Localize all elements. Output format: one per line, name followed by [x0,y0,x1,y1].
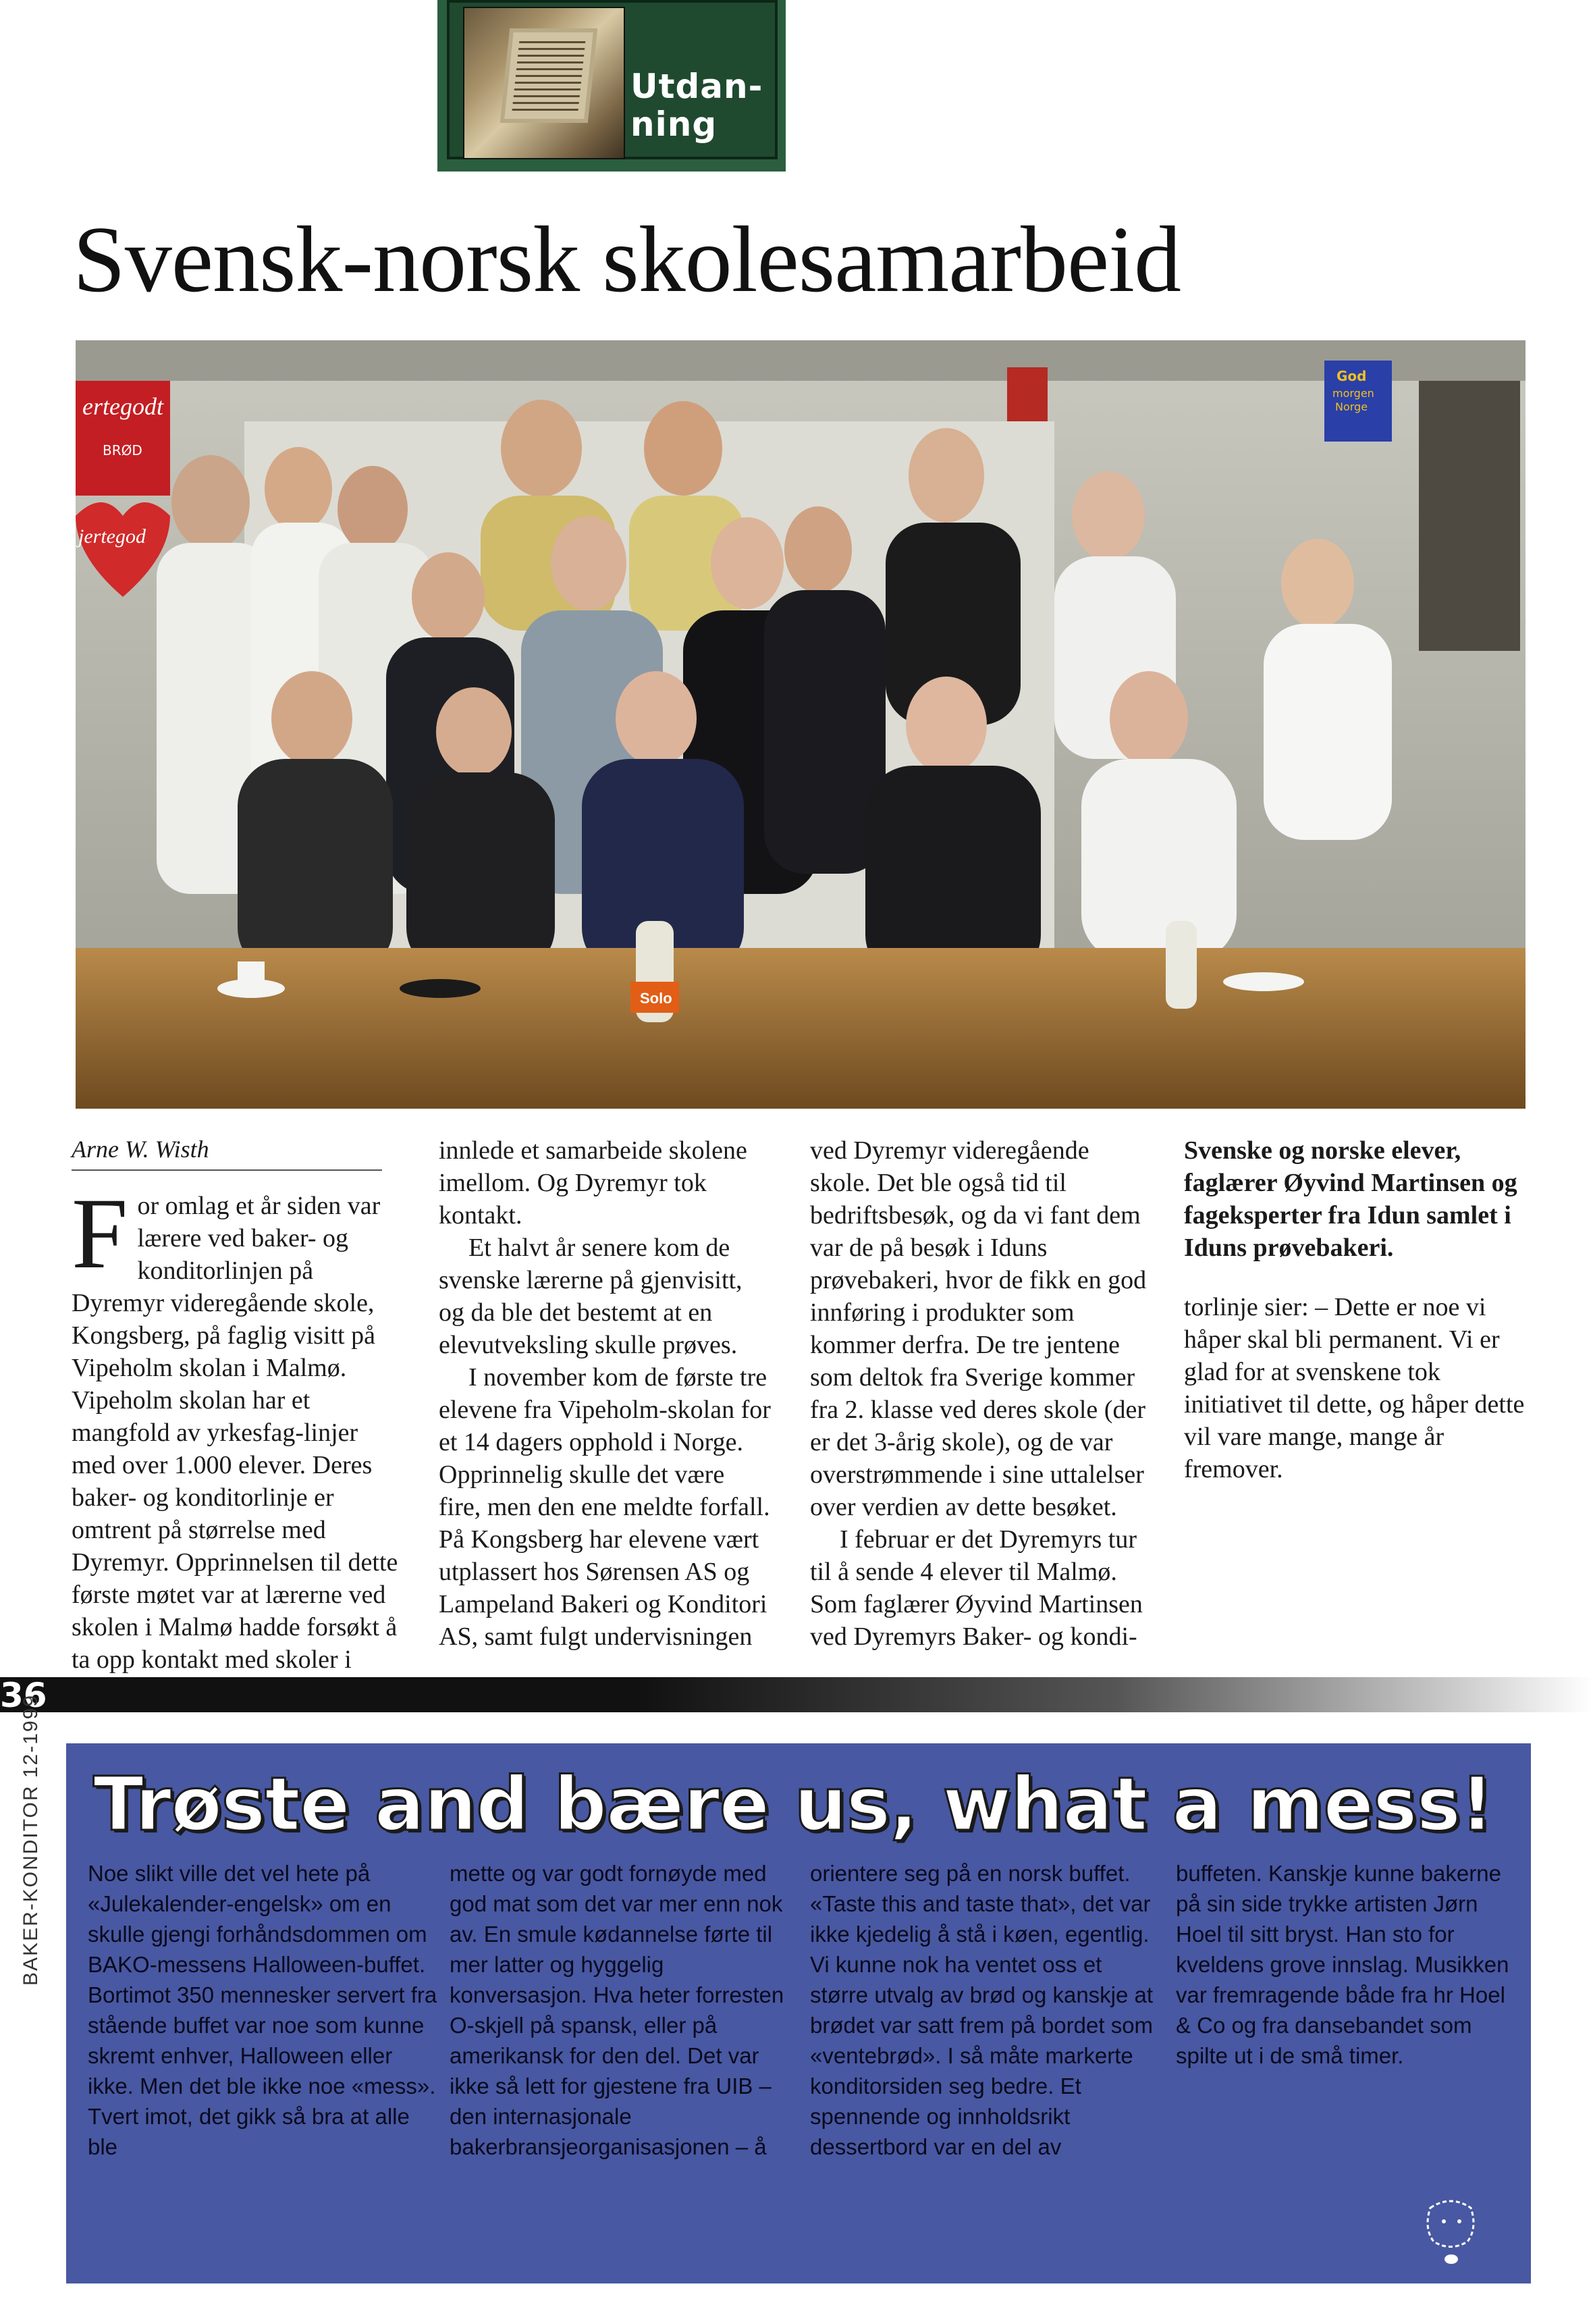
poster-right-line3: Norge [1335,400,1368,413]
table [76,948,1526,1109]
article-paragraph: I november kom de første tre elevene fra Vipeholm-skolan for et 14 dagers opphold i Norge. Opprinnelig skulle det være fire, men den ene meldte forfall. På Kongsberg har elevene vært utplassert hos Sørensen AS og Lampeland Bakeri og Konditori AS, samt fulgt undervisningen [439,1363,771,1651]
box-column-1: Noe slikt ville det vel hete på «Julekalender-engelsk» om en skulle gjengi forhåndsdommen om BAKO-messens Halloween-buffet. Bortimot 350 mennesker servert fra stående buffet var noe som kunne skremt enhver, Halloween eller ikke. Men det ble ikke noe «mess». Tvert imot, det gikk så bra at alle ble [88,1861,437,2159]
poster-left-top-text: ertegodt [82,393,163,420]
article-paragraph: Et halvt år senere kom de svenske lærerne på gjenvisitt, og da ble det bestemt at en elevutveksling skulle prøves. [439,1234,742,1359]
photo-caption: Svenske og norske elever, faglærer Øyvind Martinsen og fageksperter fra Idun samlet i Iduns prøvebakeri. [1184,1136,1517,1262]
box-column-3: orientere seg på en norsk buffet. «Taste this and taste that», det var ikke kjedelig å stå i køen, egentlig. Vi kunne nok ha ventet oss et større utvalg av brød og kanskje at brødet var satt frem på bordet som «ventebrød». I så måte markerte konditorsiden seg bedre. Et spennende og innholdsrikt dessertbord var en del av [810,1861,1154,2159]
page-number-bar [0,1677,1593,1712]
book-photo-icon [463,7,625,159]
poster-left-bottom-text: jertegod [78,525,146,548]
section-tag-line1: Utdan- [630,67,763,106]
article-column-3 [810,1134,1148,1653]
box-column-4: buffeten. Kanskje kunne bakerne på sin side trykke artisten Jørn Hoel til sitt bryst. Han sto for kveldens grove innslag. Musikken var fremragende både fra hr Hoel & Co og fra dansebandet som spilte ut i de små timer. [1176,1861,1509,2068]
article-paragraph [72,1178,404,1708]
section-tag [437,0,786,171]
wall-sign [1007,367,1048,421]
article-paragraph: I februar er det Dyremyrs tur til å sende 4 elever til Malmø. Som faglærer Øyvind Martinsen ved Dyremyrs Baker- og kondi- [810,1525,1143,1651]
group-photo [76,340,1526,1109]
box-title: Trøste and bære us, what a mess! [93,1761,1494,1847]
article-text: or omlag et år siden var lærere ved baker- og konditorlinjen på Dyremyr videregående skole, Kongsberg, på faglig visitt på Vipeholm skolan i Malmø. Vipeholm skolan har et mangfold av yrkesfag-linjer med over 1.000 elever. Deres baker- og konditorlinje er omtrent på størrelse med Dyremyr. Opprinnelsen til dette første møtet var at lærerne ved skolen i Malmø hadde forsøkt å ta opp kontakt med skoler i [72,1192,398,1674]
article-paragraph: torlinje sier: – Dette er noe vi håper skal bli permanent. Vi er glad for at svenskene tok initiativet til dette, og håper dette vil vare mange, mange år fremover. [1184,1293,1525,1483]
section-tag-line2: ning [630,105,718,144]
poster-left-top-sub: BRØD [103,442,142,458]
group-photo-illustration [76,340,1526,1109]
poster-right-line1: God [1336,368,1367,384]
article-column-2 [439,1134,771,1653]
article-paragraph: innlede et samarbeide skolene imellom. Og Dyremyr tok kontakt. [439,1136,747,1230]
page-title: Svensk-norsk skolesamarbeid [73,207,1181,312]
magazine-issue-text: BAKER-KONDITOR 12-1999 [20,1694,42,1986]
box-column-2: mette og var godt fornøyde med god mat som det var mer enn nok av. En smule kødannelse førte til mer latter og hyggelig konversasjon. Hva heter forresten O-skjell på spansk, eller på amerikansk for den del. Det var ikke så lett for gjestene fra UIB – den internasjonale bakerbransjeorganisasjonen – å [450,1861,784,2159]
section-tag-frame [447,0,778,159]
magazine-issue-label [15,1694,47,1986]
page-number: 36 [0,1676,47,1715]
byline: Arne W. Wisth [72,1134,382,1171]
article-paragraph: ved Dyremyr videregående skole. Det ble også tid til bedriftsbesøk, og da vi fant dem var de på besøk i Iduns prøvebakeri, hvor de fikk en god innføring i produkter som kommer derfra. De tre jentene som deltok fra Sverige kommer fra 2. klasse ved deres skole (der er det 3-årig skole), og de var overstrømmende i sine uttalelser over verdien av dette besøket. [810,1136,1147,1521]
article-column-4 [1184,1134,1528,1485]
section-tag-label [630,68,763,143]
bottle-label: Solo [640,990,672,1007]
sidebar-article-box [66,1743,1531,2283]
poster-right-line2: morgen [1332,387,1374,400]
smiley-icon [1420,2194,1481,2269]
drop-cap: F [72,1178,128,1290]
article-column-1 [72,1134,404,1708]
